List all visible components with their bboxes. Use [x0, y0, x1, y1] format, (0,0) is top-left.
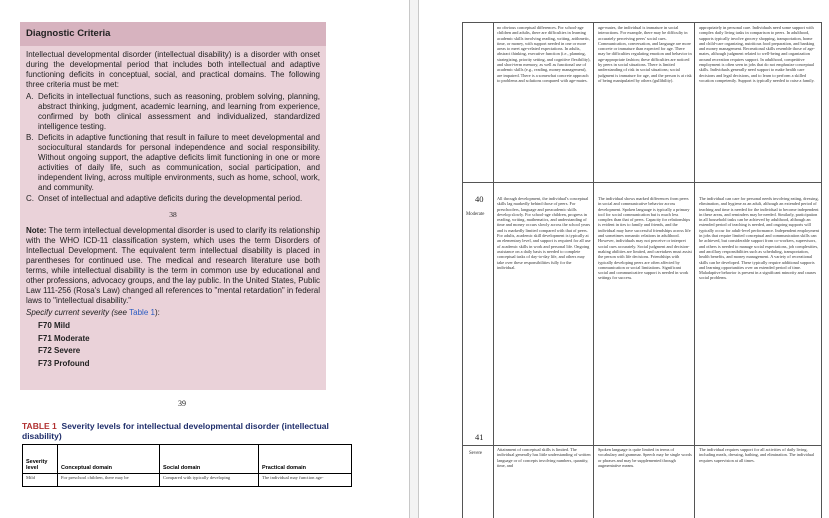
code-f70: F70 Mild — [38, 321, 71, 330]
cell-practical: appropriately in personal care. Individuals need some support with complex daily living tasks in comparison to peers. In adulthood, supports typically involve grocery shopping, transportation, home and child-care organizing, nutritious food preparation, and banking and money management. Recreational skills resemble those of age-mates, although judgment related to well-being and organization around recreation requires support. In adulthood, competitive employment is often seen in jobs that do not emphasize conceptual skills. Individuals generally need support to make health care decisions and legal decisions, and to learn to perform a skilled vocation competently. Support is typically needed to raise a family. — [699, 25, 815, 83]
note-label: Note: — [26, 226, 47, 235]
criteria-heading: Diagnostic Criteria — [20, 22, 326, 46]
cell-social: Spoken language is quite limited in terms of vocabulary and grammar. Speech may be single words or phrases and may be supplemented through augmentative means. — [598, 447, 692, 468]
left-page — [0, 0, 410, 518]
header-social: Social domain — [160, 445, 259, 474]
header-severity: Severity level — [23, 445, 58, 474]
cell-social: Compared with typically developing — [160, 474, 259, 487]
cell-severity: Mild — [23, 474, 58, 487]
criterion-letter: B. — [26, 133, 34, 142]
severity-label-moderate: Moderate — [466, 212, 485, 217]
criterion-letter: A. — [26, 92, 34, 101]
header-practical: Practical domain — [259, 445, 352, 474]
table-rule — [462, 22, 822, 23]
cell-social: The individual shows marked differences from peers in social and communicative behavior across development. Spoken language is typically a primary tool for social communication but is much less complex than that of peers. Capacity for relationships is evident in ties to family and friends, and the individual may have successful friendships across life and sometimes romantic relations in adulthood. However, individuals may not perceive or interpret social cues accurately. Social judgment and decision-making abilities are limited, and caretakers must assist the person with life decisions. Friendships with typically developing peers are often affected by communication or social limitations. Significant social and communicative support is needed in work settings for success. — [598, 196, 692, 281]
table-rule — [462, 445, 822, 446]
criteria-list — [26, 92, 320, 204]
criterion-text: Deficits in adaptive functioning that result in failure to meet developmental and sociocultural standards for personal independence and social responsibility. Without ongoing support, the adaptive deficits limit functioning in one or more activities of daily life, such as communication, social participation, and independent living, across multiple environments, such as home, school, work, and community. — [38, 133, 320, 192]
note-paragraph — [26, 226, 320, 306]
table-rule — [694, 22, 695, 518]
criterion-text: Deficits in intellectual functions, such as reasoning, problem solving, planning, abstract thinking, judgment, academic learning, and learning from experience, confirmed by both clinical assessment and individualized, standardized intelligence testing. — [38, 92, 320, 131]
cell-social: age-mates, the individual is immature in social interactions. For example, there may be difficulty in accurately perceiving peers' social cues. Communication, conversation, and language are more concrete or immature than expected for age. There may be difficulties regulating emotion and behavior in age-appropriate fashion; these difficulties are noticed by peers in social situations. There is limited understanding of risk in social situations; social judgment is immature for age, and the person is at risk of being manipulated by others (gullibility). — [598, 25, 692, 83]
table-row — [23, 474, 352, 487]
specify-suffix: ): — [154, 308, 160, 317]
specify-line — [26, 308, 320, 318]
table-1-title — [22, 421, 342, 441]
page-number: 39 — [178, 399, 186, 408]
table-rule — [462, 22, 463, 518]
table-rule — [593, 22, 594, 518]
criterion-c — [26, 194, 320, 204]
cell-conceptual: Attainment of conceptual skills is limited. The individual generally has little understanding of written language or of concepts involving numbers, quantity, time, and — [497, 447, 591, 468]
table-1-caption: Severity levels for intellectual developmental disorder (intellectual disability) — [22, 421, 329, 441]
specify-prefix: Specify current severity (see — [26, 308, 130, 317]
criterion-text: Onset of intellectual and adaptive deficits during the developmental period. — [38, 194, 303, 203]
right-page — [418, 0, 829, 518]
cell-practical: The individual requires support for all activities of daily living, including meals, dressing, bathing, and elimination. The individual requires supervision at all times. — [699, 447, 815, 463]
code-f71: F71 Moderate — [38, 333, 90, 343]
inner-page-number: 38 — [169, 210, 177, 219]
note-text: The term intellectual developmental disorder is used to clarify its relationship with the WHO ICD-11 classification system, which uses the term Disorders of Intellectual Development. The equivalent term intellectual disability is placed in parentheses for continued use. The medical and research literature use both terms, while intellectual disability is the term in common use by educational and other professions, advocacy groups, and the lay public. In the United States, Public Law 111-256 (Rosa's Law) changed all references to "mental retardation" in federal laws to "intellectual disability." — [26, 226, 320, 305]
criteria-intro: Intellectual developmental disorder (intellectual disability) is a disorder with onset during the developmental period that includes both intellectual and adaptive functioning deficits in conceptual, social, and practical domains. The following three criteria must be met: — [26, 50, 320, 89]
severity-label-severe: Severe — [469, 451, 483, 456]
table-rule — [821, 22, 822, 518]
code-f73: F73 Profound — [38, 358, 90, 368]
criterion-a — [26, 92, 320, 132]
page-number: 41 — [475, 432, 484, 442]
severity-table — [22, 444, 352, 487]
criterion-letter: C. — [26, 194, 34, 203]
severity-codes — [38, 320, 320, 370]
header-conceptual: Conceptual domain — [58, 445, 160, 474]
table-rule — [462, 182, 822, 183]
table-1-label: TABLE 1 — [22, 421, 57, 431]
cell-conceptual: All through development, the individual's conceptual skills lag markedly behind those of peers. For preschoolers, language and preacademic skills develop slowly. For school-age children, progress in reading, writing, mathematics, and understanding of time and money occurs slowly across the school years and is markedly limited compared with that of peers. For adults, academic skill development is typically at an elementary level, and support is required for all use of academic skills in work and personal life. Ongoing assistance on a daily basis is needed to complete conceptual tasks of day-to-day life, and others may take over these responsibilities fully for the individual. — [497, 196, 591, 270]
diagnostic-criteria-box — [20, 22, 326, 390]
cell-practical: The individual can care for personal needs involving eating, dressing, elimination, and hygiene as an adult, although an extended period of teaching and time is needed for the individual to become independent in these areas, and reminders may be needed. Similarly, participation in all household tasks can be achieved by adulthood, although an extended period of teaching is needed, and ongoing supports will typically occur for adult-level performance. Independent employment in jobs that require limited conceptual and communication skills can be achieved, but considerable support from co-workers, supervisors, and others is needed to manage social expectations, job complexities, and ancillary responsibilities such as scheduling, transportation, health benefits, and money management. A variety of recreational skills can be developed. These typically require additional supports and learning opportunities over an extended period of time. Maladaptive behavior is present in a significant minority and causes social problems. — [699, 196, 819, 281]
table-1-link[interactable]: Table 1 — [129, 308, 155, 317]
page-number: 40 — [475, 194, 484, 204]
cell-conceptual: no obvious conceptual differences. For school-age children and adults, there are difficulties in learning academic skills involving reading, writing, arithmetic, time, or money, with support needed in one or more areas to meet age-related expectations. In adults, abstract thinking, executive function (i.e., planning, strategizing, priority setting, and cognitive flexibility), and short-term memory, as well as functional use of academic skills (e.g., reading, money management), are impaired. There is a somewhat concrete approach to problems and solutions compared with age-mates. — [497, 25, 591, 83]
cell-practical: The individual may function age- — [259, 474, 352, 487]
table-header-row — [23, 445, 352, 474]
criterion-b — [26, 133, 320, 193]
criteria-body — [20, 46, 326, 370]
severity-table-continued — [462, 0, 822, 518]
table-rule — [493, 22, 494, 518]
cell-conceptual: For preschool children, there may be — [58, 474, 160, 487]
code-f72: F72 Severe — [38, 346, 81, 355]
